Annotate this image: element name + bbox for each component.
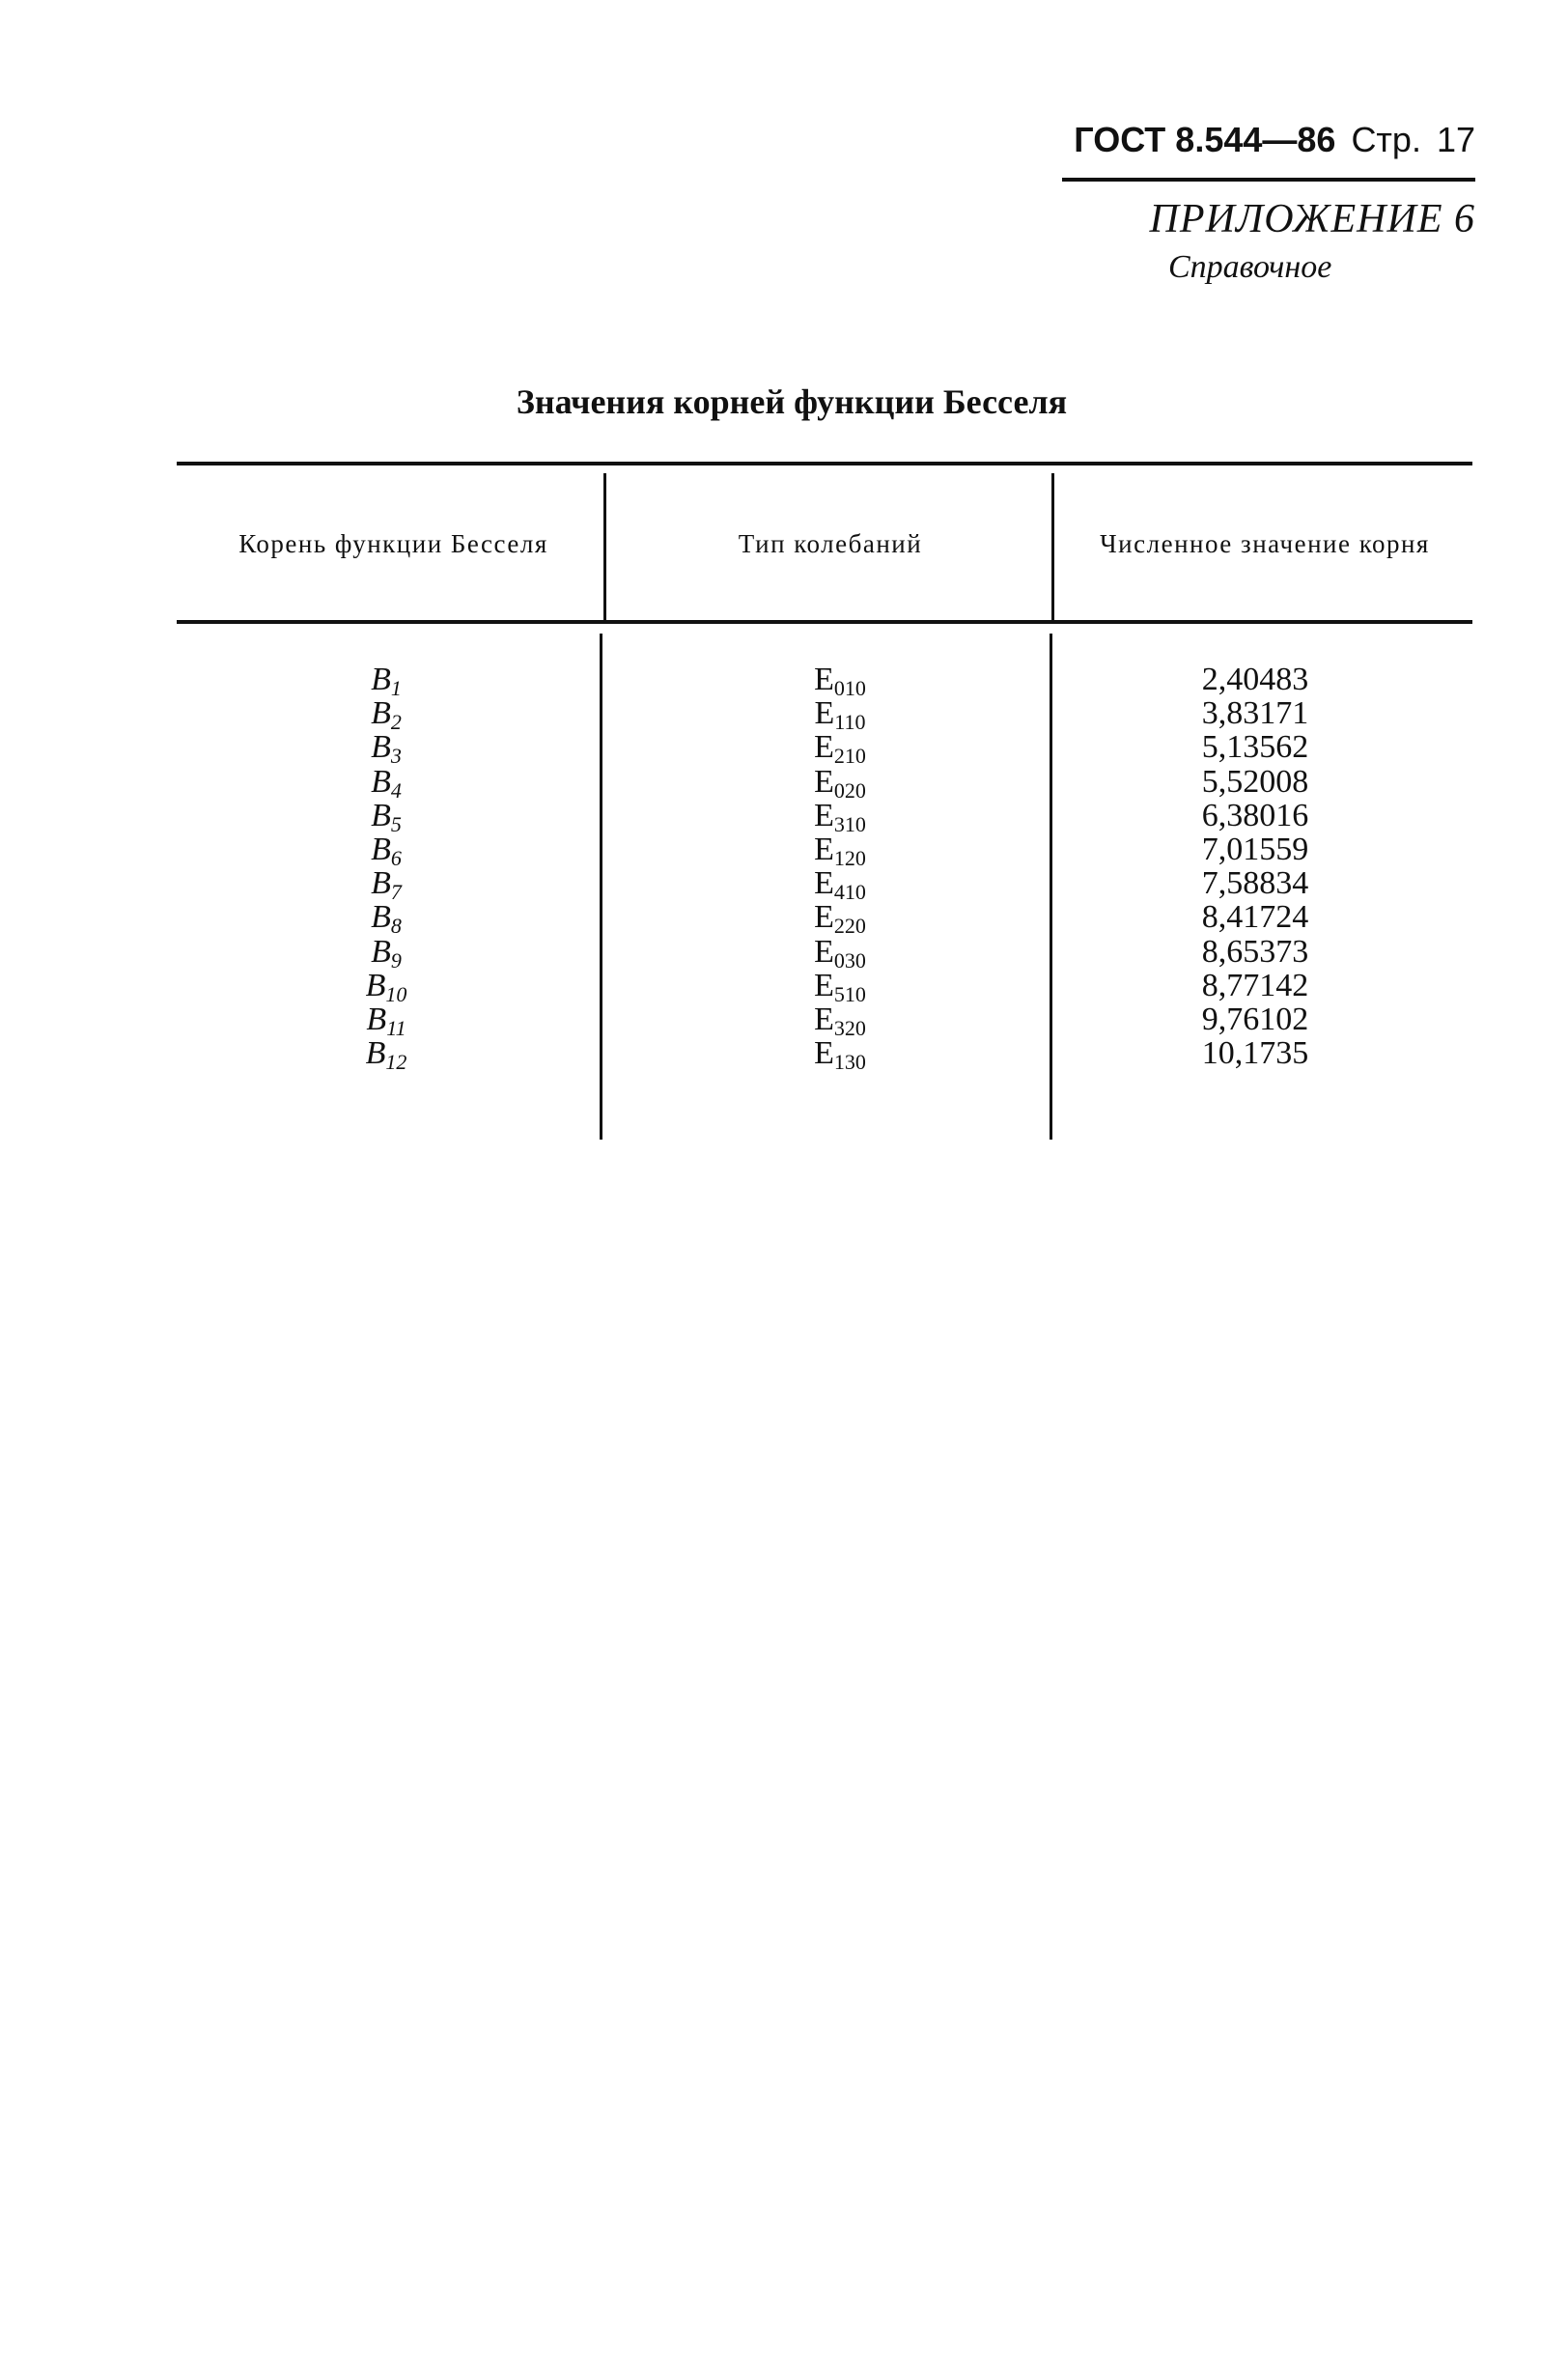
value-cell: 2,40483 <box>1201 662 1309 697</box>
value-cell: 5,52008 <box>1201 763 1309 800</box>
value-cell: 7,01559 <box>1201 831 1309 867</box>
value-cell: 7,58834 <box>1201 865 1309 902</box>
type-cell: $E_{130}$ <box>814 1035 866 1075</box>
root-cell: $B_8$ <box>371 899 402 939</box>
value-cell: 3,83171 <box>1201 695 1309 732</box>
table-header-rule <box>177 620 1472 624</box>
value-cell: 5,13562 <box>1201 729 1309 766</box>
page-header <box>1062 114 1475 182</box>
root-cell: $B_4$ <box>371 763 402 803</box>
value-cell: 6,38016 <box>1201 797 1309 833</box>
type-column <box>753 662 927 1075</box>
page-number: 17 <box>1436 120 1475 159</box>
column-divider-1-body <box>600 634 602 1140</box>
appendix-title: ПРИЛОЖЕНИЕ 6 <box>1149 197 1475 241</box>
type-cell: $E_{020}$ <box>814 763 866 803</box>
type-cell: $E_{410}$ <box>814 865 866 905</box>
value-cell: 10,1735 <box>1201 1035 1309 1072</box>
type-cell: $E_{310}$ <box>814 797 866 836</box>
value-column <box>1101 663 1410 1070</box>
page-label: Стр. <box>1351 120 1421 159</box>
type-cell: $E_{320}$ <box>814 1001 866 1040</box>
column-header-root: Корень функции Бесселя <box>238 529 548 558</box>
root-cell: $B_3$ <box>371 729 402 769</box>
type-cell: $E_{120}$ <box>814 831 866 870</box>
type-cell: $E_{220}$ <box>814 899 866 939</box>
appendix-note: Справочное <box>1168 249 1332 285</box>
root-cell: $B_7$ <box>371 865 402 905</box>
root-cell: $B_{10}$ <box>365 967 407 1006</box>
root-cell: $B_1$ <box>371 662 402 700</box>
root-cell: $B_{11}$ <box>366 1001 406 1040</box>
root-cell: $B_{12}$ <box>365 1035 407 1075</box>
value-cell: 8,65373 <box>1201 933 1309 970</box>
column-divider-2-body <box>1050 634 1052 1140</box>
root-cell: $B_2$ <box>371 695 402 735</box>
table-title: Значения корней функции Бесселя <box>516 382 1068 421</box>
column-header-type: Тип колебаний <box>738 529 923 558</box>
table-top-rule <box>177 462 1472 465</box>
root-cell: $B_5$ <box>371 797 402 836</box>
type-cell: $E_{510}$ <box>814 967 866 1006</box>
value-cell: 8,41724 <box>1201 899 1309 936</box>
type-cell: $E_{010}$ <box>814 662 866 700</box>
root-cell: $B_6$ <box>371 831 402 870</box>
column-divider-1 <box>603 473 606 620</box>
value-cell: 9,76102 <box>1201 1001 1309 1037</box>
type-cell: $E_{110}$ <box>814 695 866 735</box>
column-header-value: Численное значение корня <box>1100 529 1430 558</box>
standard-number: ГОСТ 8.544—86 <box>1074 120 1336 159</box>
value-cell: 8,77142 <box>1201 967 1309 1003</box>
type-cell: $E_{210}$ <box>814 729 866 769</box>
root-cell: $B_9$ <box>371 933 402 973</box>
root-column <box>319 662 454 1075</box>
column-divider-2 <box>1051 473 1054 620</box>
type-cell: $E_{030}$ <box>814 933 866 973</box>
header-line <box>1074 120 1475 160</box>
